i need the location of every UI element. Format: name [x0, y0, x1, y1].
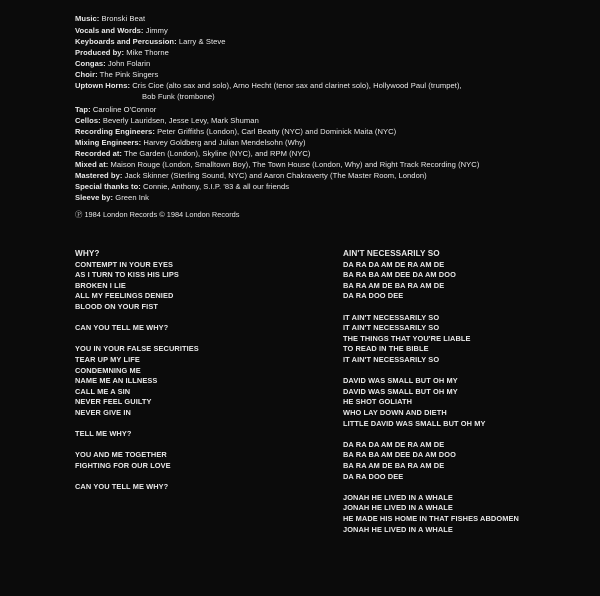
lyric-line: JONAH HE LIVED IN A WHALE: [343, 492, 453, 502]
lyric-line: DAVID WAS SMALL BUT OH MY: [343, 376, 458, 386]
credit-label: Choir:: [75, 70, 98, 79]
lyric-line: DAVID WAS SMALL BUT OH MY: [343, 386, 458, 396]
credit-line: [75, 193, 149, 203]
credit-value: Mike Thorne: [124, 48, 169, 57]
lyric-line: CAN YOU TELL ME WHY?: [75, 482, 169, 492]
credit-label: Mixing Engineers:: [75, 138, 142, 147]
lyric-line: DA RA DA AM DE RA AM DE: [343, 439, 445, 449]
credit-value: Harvey Goldberg and Julian Mendelsohn (Why): [141, 138, 306, 147]
lyric-line: AS I TURN TO KISS HIS LIPS: [75, 270, 179, 280]
lyric-line: DA RA DOO DEE: [343, 291, 404, 301]
lyric-line: TEAR UP MY LIFE: [75, 355, 140, 364]
credit-label: Mixed at:: [75, 160, 109, 169]
lyrics-title: WHY?: [75, 249, 100, 258]
lyric-line: LITTLE DAVID WAS SMALL BUT OH MY: [343, 418, 486, 428]
lyric-line: CALL ME A SIN: [75, 386, 131, 396]
lyric-line: HE MADE HIS HOME IN THAT FISHES ABDOMEN: [343, 514, 519, 523]
lyric-line: BA RA AM DE BA RA AM DE: [343, 280, 445, 290]
credit-line: [75, 171, 427, 181]
lyric-line: FIGHTING FOR OUR LOVE: [75, 461, 171, 470]
lyric-line: TELL ME WHY?: [75, 429, 132, 439]
lyric-line: NAME ME AN ILLNESS: [75, 376, 158, 386]
credit-value: The Pink Singers: [97, 70, 159, 79]
credit-value: Maison Rouge (London, Smalltown Boy), The Town House (London, Why) and Right Track Recording (NYC): [108, 160, 480, 169]
credit-label: Recording Engineers:: [75, 127, 155, 136]
lyric-line: ALL MY FEELINGS DENIED: [75, 291, 174, 301]
credit-line: [75, 14, 145, 24]
lyric-line: CONTEMPT IN YOUR EYES: [75, 259, 174, 269]
lyric-line: CAN YOU TELL ME WHY?: [75, 323, 169, 333]
lyric-line: NEVER GIVE IN: [75, 408, 131, 417]
credit-label: Cellos:: [75, 116, 101, 125]
credit-value: Jimmy: [143, 26, 168, 35]
credit-line: [75, 48, 169, 58]
credit-value: Green Ink: [113, 193, 150, 202]
credit-value: Peter Griffiths (London), Carl Beatty (NYC) and Dominick Maita (NYC): [154, 127, 397, 136]
lyric-line: CONDEMNING ME: [75, 365, 141, 375]
credit-label: Uptown Horns:: [75, 81, 131, 90]
credit-line: [75, 182, 289, 192]
credit-label: Recorded at:: [75, 149, 123, 158]
lyric-line: DA RA DOO DEE: [343, 471, 404, 481]
lyric-line: TO READ IN THE BIBLE: [343, 344, 429, 354]
lyric-line: BA RA AM DE BA RA AM DE: [343, 461, 445, 470]
credit-value: Cris Cioe (alto sax and solo), Arno Hecht (tenor sax and clarinet solo), Hollywood Paul (trumpet),: [130, 81, 462, 90]
credit-line: [75, 138, 306, 148]
credit-value: The Garden (London), Skyline (NYC), and RPM (NYC): [122, 149, 311, 158]
lyric-line: IT AIN'T NECESSARILY SO: [343, 323, 440, 333]
credit-label: Music:: [75, 14, 100, 23]
credit-label: Produced by:: [75, 48, 125, 57]
credit-value: John Folarin: [105, 59, 151, 68]
credit-line: [75, 70, 158, 80]
lyric-line: HE SHOT GOLIATH: [343, 397, 413, 407]
credit-line: [75, 81, 462, 91]
lyric-line: JONAH HE LIVED IN A WHALE: [343, 503, 453, 513]
lyrics-title: AIN'T NECESSARILY SO: [343, 249, 440, 258]
credit-line: [75, 116, 259, 126]
credit-label: Keyboards and Percussion:: [75, 37, 177, 46]
lyric-line: YOU IN YOUR FALSE SECURITIES: [75, 344, 199, 354]
credit-value: Caroline O'Connor: [90, 105, 157, 114]
lyric-line: IT AIN'T NECESSARILY SO: [343, 312, 440, 322]
lyric-line: BA RA BA AM DEE DA AM DOO: [343, 270, 456, 280]
credit-line: [75, 127, 396, 137]
lyric-line: YOU AND ME TOGETHER: [75, 450, 167, 460]
lyric-line: BROKEN I LIE: [75, 280, 126, 290]
lyric-line: DA RA DA AM DE RA AM DE: [343, 259, 445, 269]
credit-label: Tap:: [75, 105, 91, 114]
lyric-line: THE THINGS THAT YOU'RE LIABLE: [343, 333, 471, 343]
credit-value: Beverly Lauridsen, Jesse Levy, Mark Shuman: [100, 116, 259, 125]
credit-line: [142, 92, 215, 102]
lyric-line: WHO LAY DOWN AND DIETH: [343, 408, 447, 417]
credit-value: Connie, Anthony, S.I.P. '83 & all our friends: [140, 182, 290, 191]
credit-value: Jack Skinner (Sterling Sound, NYC) and Aaron Chakraverty (The Master Room, London): [122, 171, 427, 180]
lyric-line: BLOOD ON YOUR FIST: [75, 302, 158, 311]
credit-line: [75, 149, 311, 159]
credit-line: [75, 160, 479, 170]
credit-label: Mastered by:: [75, 171, 123, 180]
copyright-line: Ⓟ 1984 London Records © 1984 London Records: [75, 210, 240, 219]
credit-line: [75, 105, 156, 115]
credit-value: Bob Funk (trombone): [142, 92, 215, 101]
credit-label: Special thanks to:: [75, 182, 141, 191]
credit-value: Larry & Steve: [176, 37, 226, 46]
credit-line: [75, 37, 226, 47]
credit-label: Congas:: [75, 59, 106, 68]
lyric-line: IT AIN'T NECESSARILY SO: [343, 355, 440, 364]
credit-label: Sleeve by:: [75, 193, 114, 202]
lyric-line: BA RA BA AM DEE DA AM DOO: [343, 450, 456, 460]
credit-line: [75, 26, 168, 36]
credit-label: Vocals and Words:: [75, 26, 144, 35]
lyric-line: JONAH HE LIVED IN A WHALE: [343, 524, 453, 534]
lyric-line: NEVER FEEL GUILTY: [75, 397, 152, 407]
credit-value: Bronski Beat: [99, 14, 146, 23]
credit-line: [75, 59, 150, 69]
